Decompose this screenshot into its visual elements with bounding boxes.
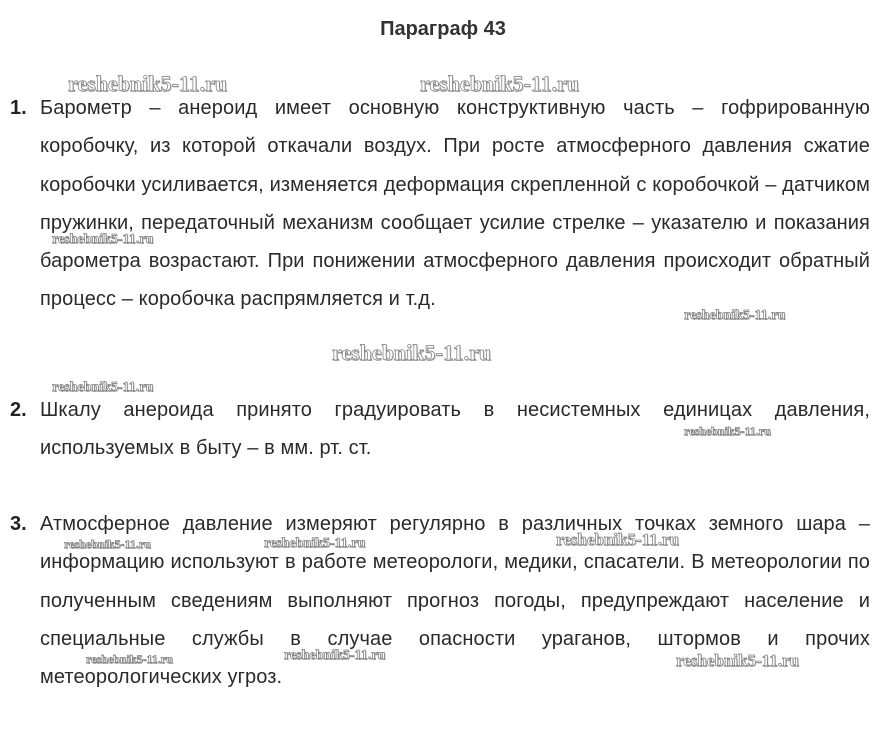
watermark: reshebnik5-11.ru bbox=[64, 537, 151, 551]
item-number: 3. bbox=[10, 513, 27, 535]
watermark: reshebnik5-11.ru bbox=[52, 380, 154, 395]
watermark: reshebnik5-11.ru bbox=[556, 530, 679, 549]
watermark: reshebnik5-11.ru bbox=[684, 424, 771, 438]
list-item-1 bbox=[10, 89, 870, 319]
watermark: reshebnik5-11.ru bbox=[52, 232, 154, 247]
watermark: reshebnik5-11.ru bbox=[264, 536, 366, 551]
watermark: reshebnik5-11.ru bbox=[420, 71, 580, 96]
watermark: reshebnik5-11.ru bbox=[284, 648, 386, 663]
watermark: reshebnik5-11.ru bbox=[68, 71, 228, 96]
item-text: Шкалу анероида принято градуировать в несистемных единицах давления, используемых в быту – в мм. рт. ст. bbox=[40, 399, 870, 460]
page-title: Параграф 43 bbox=[380, 18, 506, 40]
item-number: 1. bbox=[10, 97, 27, 119]
watermark: reshebnik5-11.ru bbox=[86, 652, 173, 666]
watermark: reshebnik5-11.ru bbox=[332, 340, 492, 365]
item-text: Атмосферное давление измеряют регулярно в различных точках земного шара – информацию используют в работе метеорологи, медики, спасатели. В метеорологии по полученным сведениям выполняют прогноз погоды, предупреждают население и специальные службы в случае опасности ураганов, штормов и прочих метеорологических угроз. bbox=[40, 513, 870, 689]
list-item-3 bbox=[10, 505, 870, 696]
watermark: reshebnik5-11.ru bbox=[676, 651, 799, 670]
item-number: 2. bbox=[10, 399, 27, 421]
watermark: reshebnik5-11.ru bbox=[684, 308, 786, 323]
list-item-2 bbox=[10, 391, 870, 468]
item-text: Барометр – анероид имеет основную конструктивную часть – гофрированную коробочку, из которой откачали воздух. При росте атмосферного давления сжатие коробочки усиливается, изменяется деформация скрепленной с коробочкой – датчиком пружинки, передаточный механизм сообщает усилие стрелке – указателю и показания барометра возрастают. При понижении атмосферного давления происходит обратный процесс – коробочка распрямляется и т.д. bbox=[40, 97, 870, 311]
